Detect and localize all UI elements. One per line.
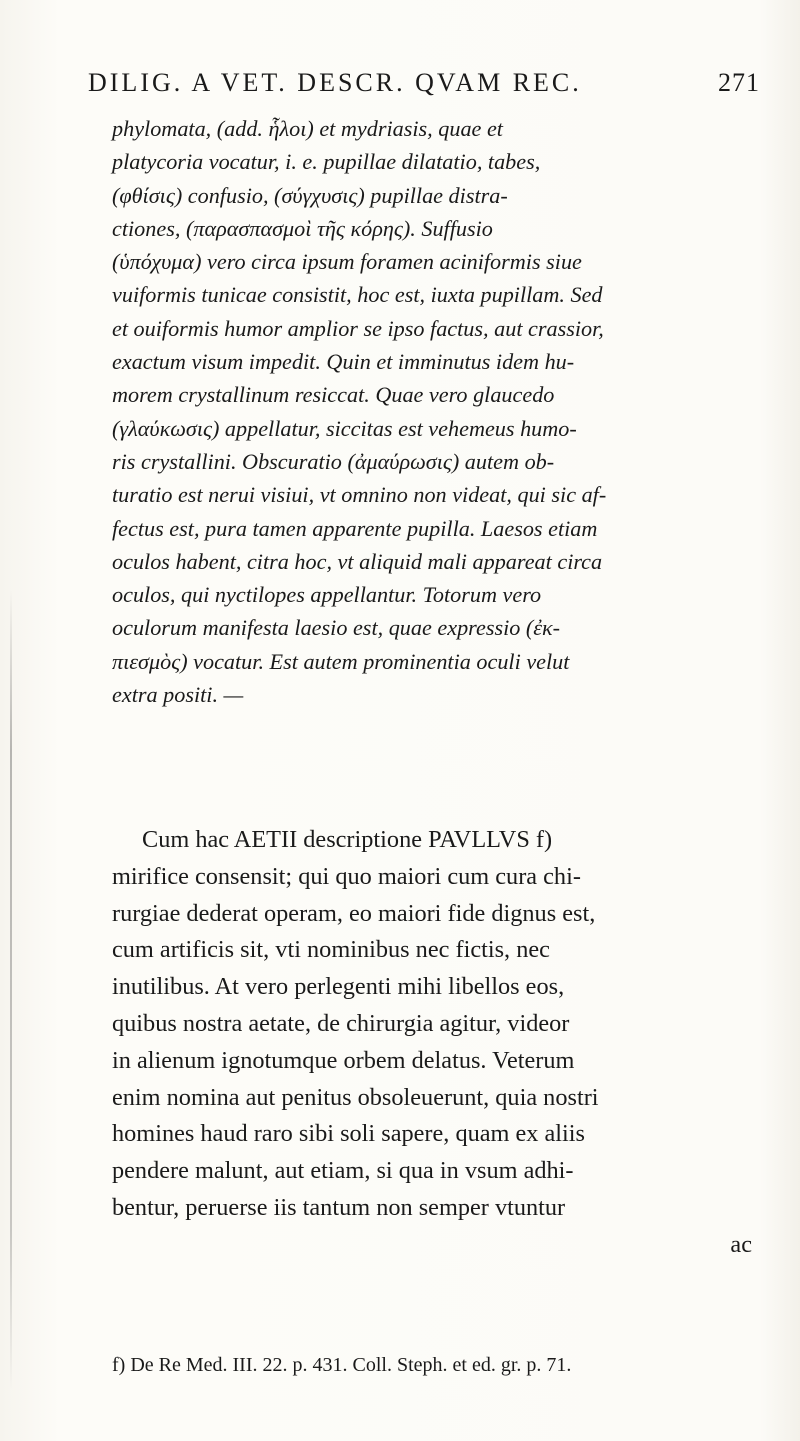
footnote: f) De Re Med. III. 22. p. 431. Coll. Steph. et ed. gr. p. 71.	[112, 1354, 572, 1376]
text-line: pendere malunt, aut etiam, si qua in vsum adhi-	[112, 1157, 574, 1185]
text-line: et ouiformis humor amplior se ipso factus, aut crassior,	[112, 315, 604, 341]
text-line: homines haud raro sibi soli sapere, quam ex aliis	[112, 1120, 586, 1148]
running-header	[88, 68, 760, 98]
text-line: mirifice consensit; qui quo maiori cum cura chi-	[112, 862, 581, 890]
text-line: inutilibus. At vero perlegenti mihi libellos eos,	[112, 973, 565, 1001]
running-title: DILIG. A VET. DESCR. QVAM REC.	[88, 68, 582, 97]
text-line: exactum visum impedit. Quin et imminutus idem hu-	[112, 349, 575, 375]
quoted-passage	[112, 112, 772, 711]
text-line: Cum hac AETII descriptione PAVLLVS f)	[142, 826, 553, 853]
text-line: enim nomina aut penitus obsoleuerunt, quia nostri	[112, 1083, 599, 1111]
text-line: cum artificis sit, vti nominibus nec fictis, nec	[112, 936, 550, 964]
text-line: ctiones, (παρασπασμοὶ τῆς κόρης). Suffusio	[112, 215, 493, 241]
text-line: vuiformis tunicae consistit, hoc est, iuxta pupillam. Sed	[112, 282, 603, 308]
text-line: oculorum manifesta laesio est, quae expressio (ἐκ-	[112, 615, 561, 641]
text-line: in alienum ignotumque orbem delatus. Veterum	[112, 1046, 575, 1074]
text-line: platycoria vocatur, i. e. pupillae dilatatio, tabes,	[112, 149, 541, 175]
page-edge-shadow	[10, 590, 12, 1390]
text-line: rurgiae dederat operam, eo maiori fide dignus est,	[112, 899, 596, 927]
text-line: phylomata, (add. ἧλοι) et mydriasis, quae et	[112, 116, 503, 141]
text-line: πιεσμὸς) vocatur. Est autem prominentia oculi velut	[112, 648, 570, 674]
text-line: morem crystallinum resiccat. Quae vero glaucedo	[112, 382, 555, 408]
text-line: fectus est, pura tamen apparente pupilla. Laesos etiam	[112, 515, 598, 541]
text-line: quibus nostra aetate, de chirurgia agitur, videor	[112, 1009, 570, 1037]
body-paragraph	[112, 822, 772, 1264]
text-line: (ὑπόχυμα) vero circa ipsum foramen aciniformis siue	[112, 249, 582, 275]
text-line: (φθίσις) confusio, (σύγχυσις) pupillae distra-	[112, 182, 508, 208]
page-number: 271	[718, 68, 760, 97]
text-line: extra positi. —	[112, 682, 244, 708]
text-line: oculos habent, citra hoc, vt aliquid mali appareat circa	[112, 548, 603, 574]
text-line: ris crystallini. Obscuratio (ἀμαύρωσις) autem ob-	[112, 448, 555, 474]
catchword: ac	[730, 1230, 752, 1258]
text-line: (γλαύκωσις) appellatur, siccitas est vehemeus humo-	[112, 415, 577, 441]
text-line: turatio est nerui visiui, vt omnino non videat, qui sic af-	[112, 482, 607, 508]
text-line: bentur, peruerse iis tantum non semper vtuntur	[112, 1193, 566, 1221]
text-line: oculos, qui nyctilopes appellantur. Totorum vero	[112, 582, 542, 608]
